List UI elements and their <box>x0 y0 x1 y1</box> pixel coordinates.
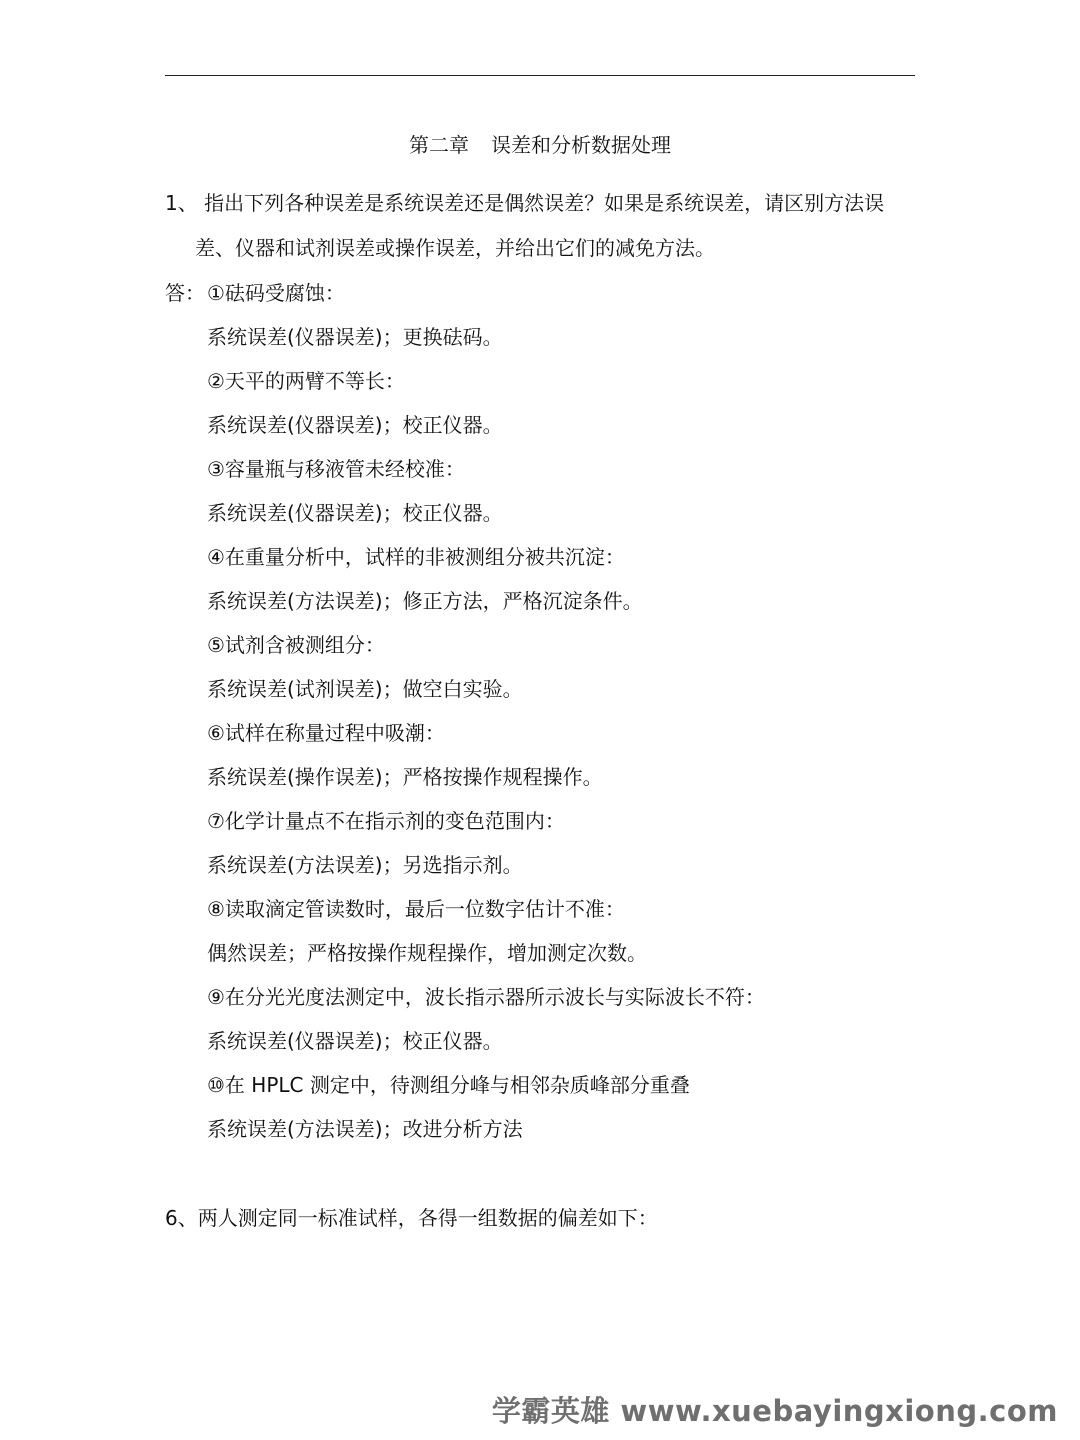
item-6-heading: ⑥试样在称量过程中吸潮： <box>207 721 445 745</box>
item-9-heading: ⑨在分光光度法测定中，波长指示器所示波长与实际波长不符： <box>207 985 765 1009</box>
item-10-answer: 系统误差(方法误差)；改进分析方法 <box>207 1117 523 1141</box>
question-1-line-2: 差、仪器和试剂误差或操作误差，并给出它们的减免方法。 <box>195 236 715 260</box>
item-7-answer: 系统误差(方法误差)；另选指示剂。 <box>207 853 523 877</box>
item-9-answer: 系统误差(仪器误差)；校正仪器。 <box>207 1029 503 1053</box>
item-3-heading: ③容量瓶与移液管未经校准： <box>207 457 465 481</box>
item-1-answer: 系统误差(仪器误差)；更换砝码。 <box>207 325 503 349</box>
item-5-answer: 系统误差(试剂误差)；做空白实验。 <box>207 677 523 701</box>
question-6: 6、两人测定同一标准试样，各得一组数据的偏差如下： <box>165 1206 658 1230</box>
item-8-heading: ⑧读取滴定管读数时，最后一位数字估计不准： <box>207 897 625 921</box>
item-4-heading: ④在重量分析中，试样的非被测组分被共沉淀： <box>207 545 625 569</box>
question-1-line-1: 1、 指出下列各种误差是系统误差还是偶然误差？如果是系统误差，请区别方法误 <box>165 191 885 215</box>
item-4-answer: 系统误差(方法误差)；修正方法，严格沉淀条件。 <box>207 589 643 613</box>
chapter-name: 误差和分析数据处理 <box>491 133 671 157</box>
item-2-answer: 系统误差(仪器误差)；校正仪器。 <box>207 413 503 437</box>
chapter-title <box>0 130 1080 160</box>
item-6-answer: 系统误差(操作误差)；严格按操作规程操作。 <box>207 765 603 789</box>
item-5-heading: ⑤试剂含被测组分： <box>207 633 385 657</box>
item-10-heading: ⑩在 HPLC 测定中，待测组分峰与相邻杂质峰部分重叠 <box>207 1073 690 1097</box>
watermark-text: 学霸英雄 www.xuebayingxiong.com <box>491 1394 1058 1428</box>
chapter-number: 第二章 <box>409 133 469 157</box>
answer-label: 答： <box>165 281 205 305</box>
item-7-heading: ⑦化学计量点不在指示剂的变色范围内： <box>207 809 565 833</box>
item-3-answer: 系统误差(仪器误差)；校正仪器。 <box>207 501 503 525</box>
item-1-heading: ①砝码受腐蚀： <box>207 281 345 305</box>
item-2-heading: ②天平的两臂不等长： <box>207 369 405 393</box>
item-8-answer: 偶然误差；严格按操作规程操作，增加测定次数。 <box>207 941 647 965</box>
header-rule <box>165 75 915 76</box>
